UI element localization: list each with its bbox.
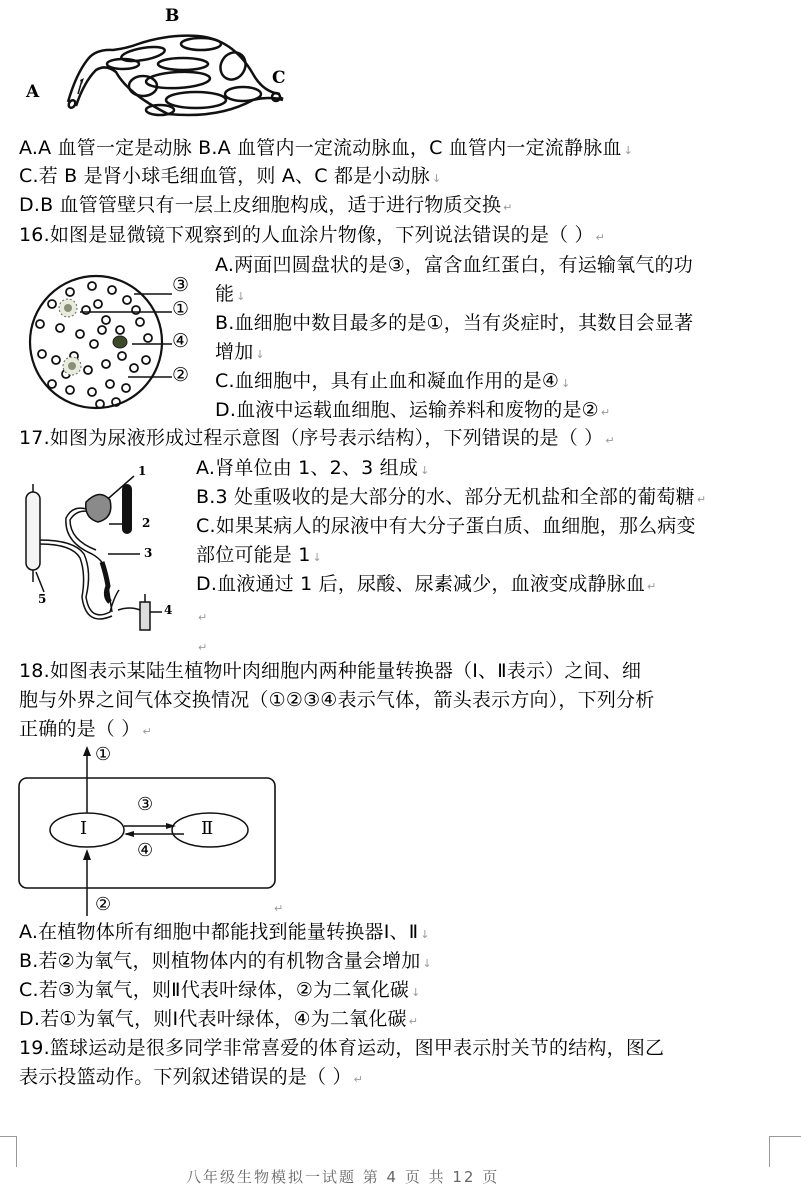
q18-option-b: B.若②为氧气，则植物体内的有机物含量会增加 ↓ [19,950,432,972]
organelle-i-label: Ⅰ [80,818,88,839]
smear-label-4: ④ [172,330,190,352]
smear-label-3: ③ [172,274,190,296]
q18-stem-line3: 正确的是（ ） ↵ [19,718,152,740]
q19-stem-line1: 19.篮球运动是很多同学非常喜爱的体育运动，图甲表示肘关节的结构，图乙 [19,1037,665,1059]
q18-stem-line1: 18.如图表示某陆生植物叶肉细胞内两种能量转换器（Ⅰ、Ⅱ表示）之间、细 [19,660,642,682]
nephron-label-2: 2 [142,516,151,530]
organelle-ii-label: Ⅱ [201,818,214,839]
nephron-label-1: 1 [138,464,147,478]
q19-stem-line2: 表示投篮动作。下列叙述错误的是（ ） ↵ [19,1066,364,1088]
smear-label-1: ① [172,298,190,320]
q17-option-c-line1: C.如果某病人的尿液中有大分子蛋白质、血细胞，那么病变 [196,515,696,537]
paragraph-mark: ↵ [274,902,284,915]
page-footer: 八年级生物模拟一试题 第 4 页 共 12 页 [186,1168,500,1186]
gas-3-label: ③ [137,794,154,815]
blood-smear-figure [22,264,197,414]
q18-option-a: A.在植物体所有细胞中都能找到能量转换器Ⅰ、Ⅱ ↓ [19,921,430,943]
crop-mark-left [0,1136,17,1167]
nephron-label-3: 3 [144,546,153,560]
q16-option-d: D.血液中运载血细胞、运输养料和废物的是② ↵ [215,399,611,421]
label-c: C [272,68,286,88]
q16-option-b-line1: B.血细胞中数目最多的是①，当有炎症时，其数目会显著 [215,312,694,334]
q16-option-a-line1: A.两面凹圆盘状的是③，富含血红蛋白，有运输氧气的功 [215,254,693,276]
q17-option-d: D.血液通过 1 后，尿酸、尿素减少，血液变成静脉血 ↵ [196,573,657,595]
energy-converter-figure [14,744,284,916]
label-a: A [26,82,40,102]
q17-stem: 17.如图为尿液形成过程示意图（序号表示结构），下列错误的是（ ） ↵ [19,427,615,449]
q17-option-a: A.肾单位由 1、2、3 组成 ↓ [196,457,430,479]
q18-option-d: D.若①为氧气，则Ⅰ代表叶绿体，④为二氧化碳 ↵ [19,1008,419,1030]
q16-stem: 16.如图是显微镜下观察到的人血涂片物像，下列说法错误的是（ ） ↵ [19,224,606,246]
gas-4-label: ④ [137,840,154,861]
crop-mark-right [769,1136,801,1167]
smear-label-2: ② [172,364,190,386]
gas-2-label: ② [95,894,112,915]
label-b: B [165,6,180,26]
q16-option-c: C.血细胞中，具有止血和凝血作用的是④ ↓ [215,370,571,392]
q16-option-b-line2: 增加 ↓ [215,341,265,363]
capillary-network-figure [18,4,303,124]
q17-option-c-line2: 部位可能是 1 ↓ [196,544,322,566]
empty-paragraph: ↵ [198,641,208,654]
q17-option-b: B.3 处重吸收的是大部分的水、部分无机盐和全部的葡萄糖 ↵ [196,486,707,508]
gas-1-label: ① [95,744,112,765]
q15-option-d: D.B 血管管壁只有一层上皮细胞构成，适于进行物质交换 ↵ [19,194,513,216]
empty-paragraph: ↵ [198,611,208,624]
q18-option-c: C.若③为氧气，则Ⅱ代表叶绿体，②为二氧化碳 ↓ [19,979,421,1001]
q18-stem-line2: 胞与外界之间气体交换情况（①②③④表示气体，箭头表示方向），下列分析 [19,689,655,711]
nephron-figure [14,462,194,632]
q15-option-c: C.若 B 是肾小球毛细血管，则 A、C 都是小动脉 ↓ [19,165,442,187]
q16-option-a-line2: 能 ↓ [215,283,246,305]
nephron-label-4: 4 [164,603,173,617]
nephron-label-5: 5 [38,592,47,606]
q15-option-ab: A.A 血管一定是动脉 B.A 血管内一定流动脉血，C 血管内一定流静脉血 ↓ [19,137,634,159]
